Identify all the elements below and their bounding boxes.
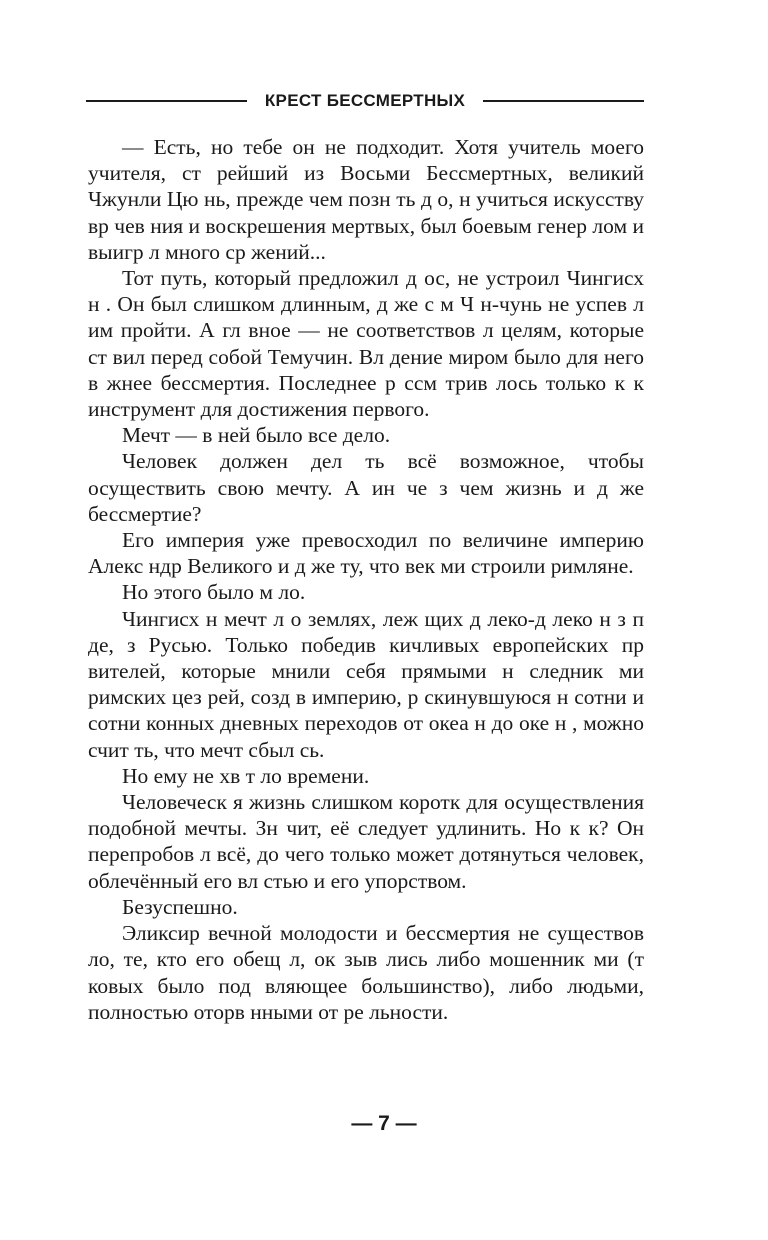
paragraph: Человек должен дел ть всё возможное, чтобы осуществить свою мечту. А ин че з чем жизнь и д же бессмертие? [88,449,644,526]
paragraph: Мечт — в ней было все дело. [122,423,391,448]
paragraph: Но этого было м ло. [122,580,306,605]
paragraph: Человеческ я жизнь слишком коротк для осуществления подобной мечты. Зн чит, её следует удлинить. Но к к? Он перепробов л всё, до чего только может дотянуться человек, облечённый его вл стью и его упорством. [88,790,644,893]
paragraph: Безуспешно. [122,894,238,919]
paragraph: Эликсир вечной молодости и бессмертия не существов ло, те, кто его обещ л, ок зыв лись либо мошенник ми (т ковых было под вляющее большинство), либо людьми, полностью оторв нными от ре льности. [88,921,644,1024]
header-rule-left [86,100,247,102]
page-number: — 7 — [351,1112,417,1135]
running-head [86,86,644,116]
paragraph: Но ему не хв т ло времени. [122,763,370,788]
paragraph: — Есть, но тебе он не подходит. Хотя учитель моего учителя, ст рейший из Восьми Бессмертных, великий Чжунли Цю нь, прежде чем позн ть д о, н учиться искусству вр чев ния и воскрешения мертвых, был боевым генер лом и выигр л много ср жений... [88,135,644,264]
header-rule-right [483,100,644,102]
paragraph: Тот путь, который предложил д ос, не устроил Чингисх н . Он был слишком длинным, д же с м Ч н-чунь не успев л им пройти. А гл вное — не соответствов л целям, которые ст вил перед собой Темучин. Вл дение миром было для него в жнее бессмертия. Последнее р ссм трив лось только к к инструмент для достижения первого. [88,266,644,422]
body-text [88,134,644,1025]
paragraph: Чингисх н мечт л о землях, леж щих д леко-д леко н з п де, з Русью. Только победив кичливых европейских пр вителей, которые мнили себя прямыми н следник ми римских цез рей, созд в империю, р скинувшуюся н сотни и сотни конных дневных переходов от океа н до оке н , можно счит ть, что мечт сбыл сь. [88,606,644,762]
paragraph: Его империя уже превосходил по величине империю Алекс ндр Великого и д же ту, что век ми строили римляне. [88,528,644,579]
running-title: КРЕСТ БЕССМЕРТНЫХ [264,91,466,110]
